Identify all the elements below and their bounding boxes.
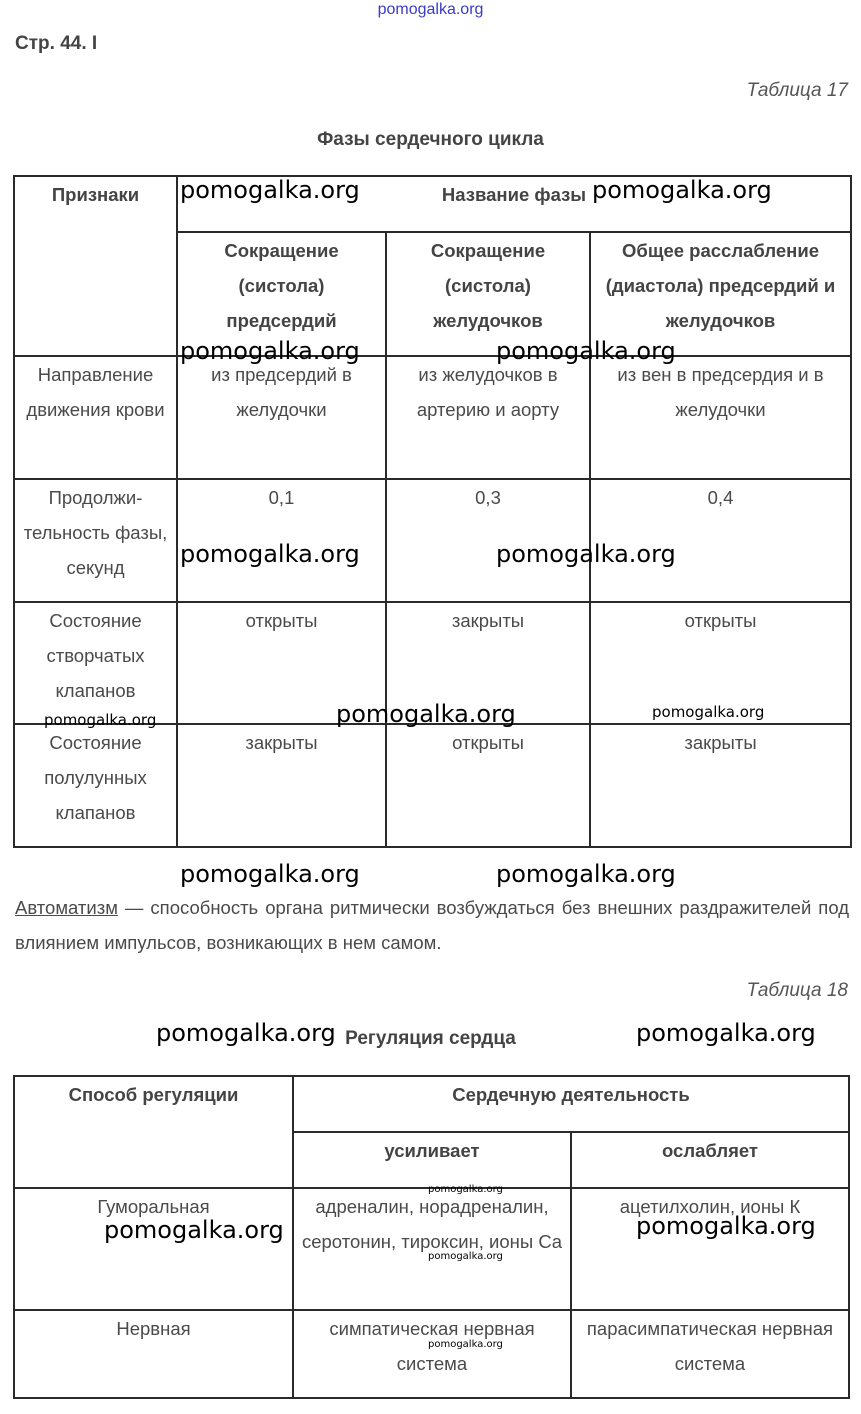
watermark: pomogalka.org xyxy=(636,1019,816,1047)
table-cell: 0,3 xyxy=(386,479,590,602)
table-row xyxy=(14,479,851,602)
table-row xyxy=(14,724,851,847)
watermark: pomogalka.org xyxy=(496,860,676,888)
definition-paragraph xyxy=(15,890,849,960)
table18-col-header: усиливает xyxy=(293,1132,571,1188)
table17 xyxy=(13,175,852,848)
table-cell: открыты xyxy=(590,602,851,724)
watermark: pomogalka.org xyxy=(428,1339,503,1350)
definition-text: — способность органа ритмически возбуждаться без внешних раздражителей под влиянием импульсов, возникающих в нем самом. xyxy=(15,897,849,953)
table-cell: открыты xyxy=(386,724,590,847)
watermark: pomogalka.org xyxy=(496,337,676,365)
table-cell: 0,4 xyxy=(590,479,851,602)
table18-caption: Таблица 18 xyxy=(746,980,848,1001)
definition-term[interactable]: Автоматизм xyxy=(15,897,118,918)
table-cell: открыты xyxy=(177,602,386,724)
table-cell: из предсердий в желудочки xyxy=(177,356,386,479)
page-label: Стр. 44. I xyxy=(15,33,98,54)
table17-col-header: Сокращение (систола) предсердий xyxy=(177,232,386,356)
watermark: pomogalka.org xyxy=(180,860,360,888)
table-cell: из желудочков в артерию и аорту xyxy=(386,356,590,479)
row-label: Состояние полулунных клапанов xyxy=(14,724,177,847)
watermark: pomogalka.org xyxy=(636,1212,816,1240)
table-cell: ацетилхолин, ионы К xyxy=(571,1188,849,1310)
table-cell: из вен в предсердия и в желудочки xyxy=(590,356,851,479)
row-label: Продолжи-тельность фазы, секунд xyxy=(14,479,177,602)
watermark: pomogalka.org xyxy=(592,176,772,204)
table-cell: симпатическая нервная система xyxy=(293,1310,571,1398)
table-row xyxy=(14,356,851,479)
table-row xyxy=(14,1310,849,1398)
watermark: pomogalka.org xyxy=(428,1251,503,1262)
watermark: pomogalka.org xyxy=(652,703,765,721)
watermark: pomogalka.org xyxy=(156,1019,336,1047)
table-cell: парасимпатическая нервная система xyxy=(571,1310,849,1398)
table17-title: Фазы сердечного цикла xyxy=(317,129,544,150)
table17-group-header: Название фазы xyxy=(177,176,851,232)
table17-col-header: Общее расслабление (диастола) предсердий и желудочков xyxy=(590,232,851,356)
table-cell: 0,1 xyxy=(177,479,386,602)
watermark: pomogalka.org xyxy=(180,176,360,204)
table17-caption: Таблица 17 xyxy=(746,80,848,101)
watermark: pomogalka.org xyxy=(180,540,360,568)
watermark: pomogalka.org xyxy=(180,337,360,365)
row-label: Направление движения крови xyxy=(14,356,177,479)
table18-title: Регуляция сердца xyxy=(345,1028,516,1049)
watermark: pomogalka.org xyxy=(336,700,516,728)
table-cell: адреналин, норадреналин, серотонин, тироксин, ионы Ca xyxy=(293,1188,571,1310)
site-header[interactable]: pomogalka.org xyxy=(377,1,484,18)
table18-col-header: ослабляет xyxy=(571,1132,849,1188)
table-row xyxy=(14,1188,849,1310)
table-cell: закрыты xyxy=(177,724,386,847)
watermark: pomogalka.org xyxy=(428,1184,503,1195)
row-label: Состояние створчатых клапанов xyxy=(14,602,177,724)
watermark: pomogalka.org xyxy=(104,1216,284,1244)
watermark: pomogalka.org xyxy=(496,540,676,568)
table17-header-label: Признаки xyxy=(14,176,177,356)
table-cell: закрыты xyxy=(386,602,590,724)
watermark: pomogalka.org xyxy=(44,711,157,729)
table18-header-label: Способ регуляции xyxy=(14,1076,293,1188)
table18-group-header: Сердечную деятельность xyxy=(293,1076,849,1132)
table17-col-header: Сокращение (систола) желудочков xyxy=(386,232,590,356)
table-cell: закрыты xyxy=(590,724,851,847)
row-label: Нервная xyxy=(14,1310,293,1398)
row-label: Гуморальная xyxy=(14,1188,293,1310)
